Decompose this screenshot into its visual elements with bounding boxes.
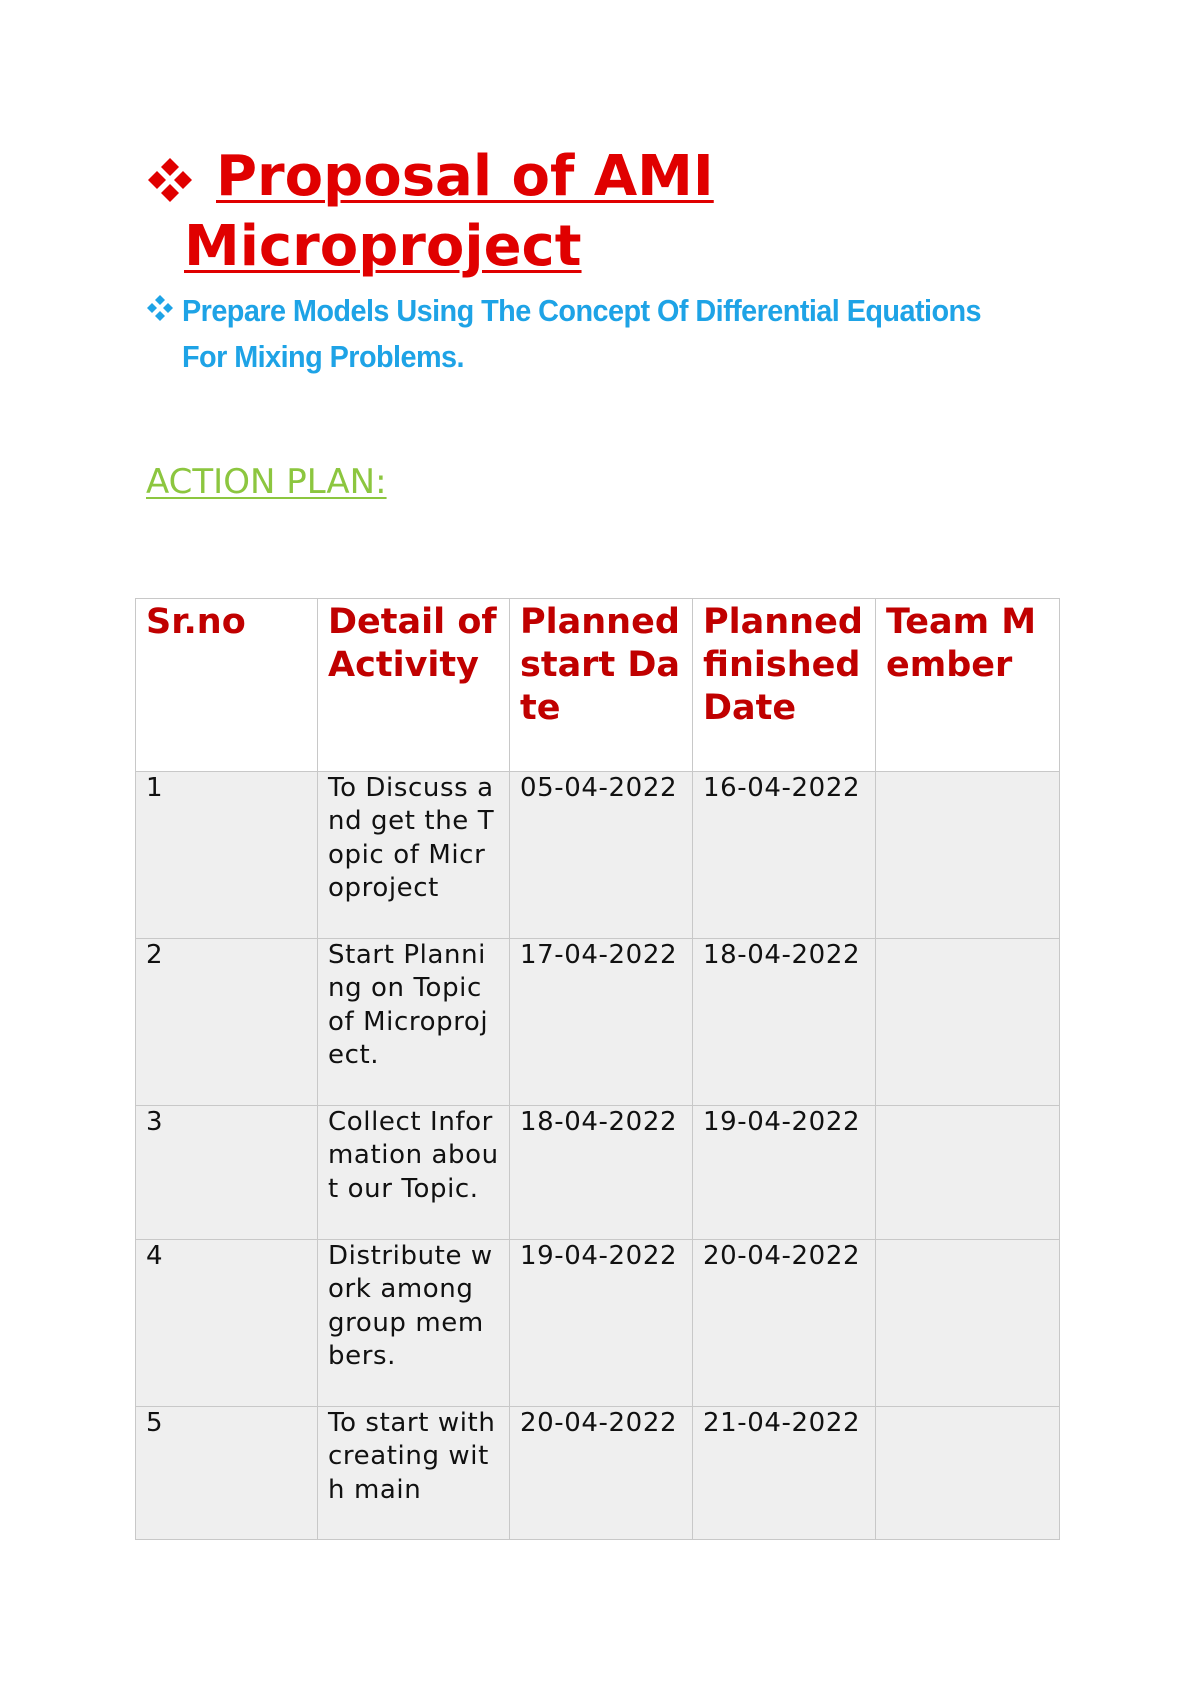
cell-sr-no: 2 — [136, 939, 318, 1106]
diamond-bullet-icon — [146, 294, 174, 322]
action-plan-heading: ACTION PLAN: — [146, 462, 387, 502]
cell-team-member — [876, 939, 1060, 1106]
cell-start-date: 20-04-2022 — [510, 1407, 693, 1540]
cell-team-member — [876, 772, 1060, 939]
cell-finish-date: 20-04-2022 — [693, 1240, 876, 1407]
table-row — [136, 1407, 1060, 1540]
cell-sr-no: 4 — [136, 1240, 318, 1407]
table-row — [136, 1106, 1060, 1240]
cell-activity: To start with creating with main — [318, 1407, 510, 1540]
cell-sr-no: 5 — [136, 1407, 318, 1540]
table-row — [136, 1240, 1060, 1407]
cell-activity: Collect Information about our Topic. — [318, 1106, 510, 1240]
cell-activity: Distribute work among group members. — [318, 1240, 510, 1407]
cell-sr-no: 1 — [136, 772, 318, 939]
cell-finish-date: 16-04-2022 — [693, 772, 876, 939]
document-title: Proposal of AMI Microproject — [184, 144, 714, 279]
cell-start-date: 18-04-2022 — [510, 1106, 693, 1240]
cell-finish-date: 18-04-2022 — [693, 939, 876, 1106]
table-row — [136, 772, 1060, 939]
cell-finish-date: 19-04-2022 — [693, 1106, 876, 1240]
cell-start-date: 17-04-2022 — [510, 939, 693, 1106]
cell-activity: To Discuss and get the Topic of Microproject — [318, 772, 510, 939]
cell-team-member — [876, 1106, 1060, 1240]
header-detail-of-activity: Detail of Activity — [318, 599, 510, 772]
action-plan-table — [135, 598, 1060, 1540]
cell-sr-no: 3 — [136, 1106, 318, 1240]
cell-finish-date: 21-04-2022 — [693, 1407, 876, 1540]
table-row — [136, 939, 1060, 1106]
header-team-member: Team Member — [876, 599, 1060, 772]
cell-team-member — [876, 1240, 1060, 1407]
table-header-row — [136, 599, 1060, 772]
cell-start-date: 05-04-2022 — [510, 772, 693, 939]
cell-activity: Start Planning on Topic of Microproject. — [318, 939, 510, 1106]
cell-start-date: 19-04-2022 — [510, 1240, 693, 1407]
document-subtitle: Prepare Models Using The Concept Of Differential Equations For Mixing Problems. — [182, 293, 982, 374]
cell-team-member — [876, 1407, 1060, 1540]
header-sr-no: Sr.no — [136, 599, 318, 772]
header-planned-start-date: Planned start Date — [510, 599, 693, 772]
header-planned-finished-date: Planned finished Date — [693, 599, 876, 772]
